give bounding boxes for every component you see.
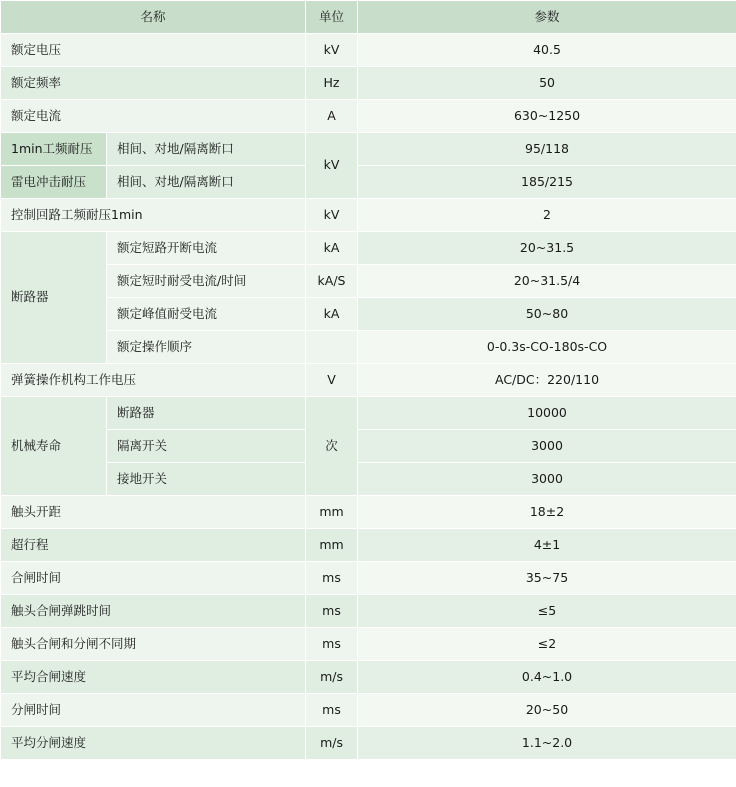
row-param: 10000: [358, 397, 736, 430]
row-label: 超行程: [1, 529, 306, 562]
row-param: 50: [358, 67, 736, 100]
row-label: 触头开距: [1, 496, 306, 529]
row-unit: kV: [306, 133, 358, 199]
row-unit: kA/S: [306, 265, 358, 298]
table-row: [1, 166, 736, 199]
table-row: [1, 562, 736, 595]
row-param: 630~1250: [358, 100, 736, 133]
row-sublabel: 额定峰值耐受电流: [107, 298, 306, 331]
table-row: [1, 199, 736, 232]
row-unit: ms: [306, 694, 358, 727]
row-param: 50~80: [358, 298, 736, 331]
row-sublabel: 相间、对地/隔离断口: [107, 166, 306, 199]
column-header-param: 参数: [358, 1, 736, 34]
table-row: [1, 298, 736, 331]
row-label: 合闸时间: [1, 562, 306, 595]
row-sublabel: 额定操作顺序: [107, 331, 306, 364]
row-param: 185/215: [358, 166, 736, 199]
row-group-label-mechanical-life: 机械寿命: [1, 397, 107, 496]
row-param: AC/DC：220/110: [358, 364, 736, 397]
table-row: [1, 496, 736, 529]
table-row: [1, 232, 736, 265]
table-row: [1, 463, 736, 496]
row-unit: m/s: [306, 661, 358, 694]
row-label: 平均合闸速度: [1, 661, 306, 694]
row-param: 40.5: [358, 34, 736, 67]
row-sublabel: 相间、对地/隔离断口: [107, 133, 306, 166]
table-row: [1, 133, 736, 166]
row-label: 触头合闸和分闸不同期: [1, 628, 306, 661]
table-row: [1, 595, 736, 628]
row-label: 额定电压: [1, 34, 306, 67]
row-param: 3000: [358, 430, 736, 463]
row-label: 触头合闸弹跳时间: [1, 595, 306, 628]
row-unit: ms: [306, 562, 358, 595]
row-label: 额定频率: [1, 67, 306, 100]
row-param: 4±1: [358, 529, 736, 562]
table-row: [1, 331, 736, 364]
row-sublabel: 额定短路开断电流: [107, 232, 306, 265]
row-label: 雷电冲击耐压: [1, 166, 107, 199]
row-label: 控制回路工频耐压1min: [1, 199, 306, 232]
row-unit: Hz: [306, 67, 358, 100]
table-row: [1, 100, 736, 133]
row-unit: kV: [306, 34, 358, 67]
row-label: 平均分闸速度: [1, 727, 306, 760]
row-unit: kA: [306, 298, 358, 331]
table-row: [1, 727, 736, 760]
row-param: 18±2: [358, 496, 736, 529]
row-unit: ms: [306, 628, 358, 661]
row-param: 0-0.3s-CO-180s-CO: [358, 331, 736, 364]
table-row: [1, 529, 736, 562]
row-unit: V: [306, 364, 358, 397]
row-param: 1.1~2.0: [358, 727, 736, 760]
table-row: [1, 34, 736, 67]
row-sublabel: 隔离开关: [107, 430, 306, 463]
row-param: 2: [358, 199, 736, 232]
table-header-row: [1, 1, 736, 34]
table-row: [1, 67, 736, 100]
row-unit: mm: [306, 529, 358, 562]
row-unit: kA: [306, 232, 358, 265]
row-param: 20~50: [358, 694, 736, 727]
row-param: ≤2: [358, 628, 736, 661]
table-row: [1, 397, 736, 430]
table-row: [1, 694, 736, 727]
row-sublabel: 接地开关: [107, 463, 306, 496]
row-sublabel: 断路器: [107, 397, 306, 430]
row-param: 20~31.5/4: [358, 265, 736, 298]
row-label: 额定电流: [1, 100, 306, 133]
table-row: [1, 661, 736, 694]
row-param: 20~31.5: [358, 232, 736, 265]
row-param: 35~75: [358, 562, 736, 595]
table-row: [1, 265, 736, 298]
row-unit: 次: [306, 397, 358, 496]
row-group-label-breaker: 断路器: [1, 232, 107, 364]
row-unit: mm: [306, 496, 358, 529]
row-param: ≤5: [358, 595, 736, 628]
row-param: 3000: [358, 463, 736, 496]
row-unit: ms: [306, 595, 358, 628]
table-row: [1, 628, 736, 661]
column-header-name: 名称: [1, 1, 306, 34]
row-unit: m/s: [306, 727, 358, 760]
row-unit: kV: [306, 199, 358, 232]
row-label: 分闸时间: [1, 694, 306, 727]
row-label: 弹簧操作机构工作电压: [1, 364, 306, 397]
row-param: 95/118: [358, 133, 736, 166]
row-unit: [306, 331, 358, 364]
table-row: [1, 364, 736, 397]
row-param: 0.4~1.0: [358, 661, 736, 694]
row-label: 1min工频耐压: [1, 133, 107, 166]
table-row: [1, 430, 736, 463]
row-sublabel: 额定短时耐受电流/时间: [107, 265, 306, 298]
column-header-unit: 单位: [306, 1, 358, 34]
row-unit: A: [306, 100, 358, 133]
